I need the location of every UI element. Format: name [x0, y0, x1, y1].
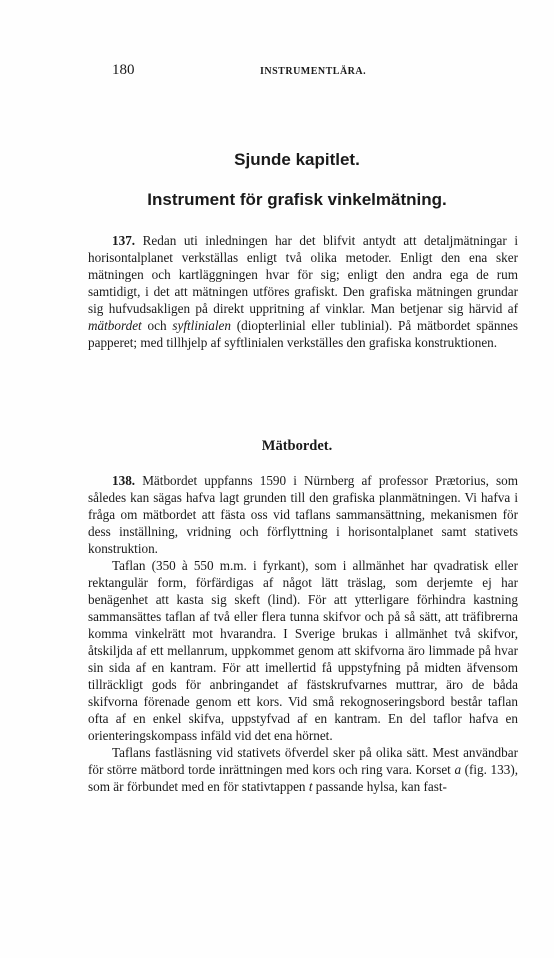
- chapter-title: Instrument för grafisk vinkelmätning.: [147, 190, 447, 209]
- term-matbordet: mätbordet: [88, 318, 142, 333]
- paragraph-text: och: [141, 318, 173, 333]
- running-head: [112, 62, 532, 84]
- chapter-label: Sjunde kapitlet.: [234, 150, 360, 169]
- page-number: 180: [112, 62, 135, 78]
- section-137-block: [88, 232, 518, 351]
- paragraph-number: 138.: [112, 473, 136, 488]
- paragraph-138: [88, 472, 518, 557]
- paragraph-text: passande hylsa, kan fast-: [312, 779, 447, 794]
- paragraph-text: Redan uti inledningen har det blifvit antydt att detaljmätningar i horisontalplanet verkställas enligt två olika metoder. Enligt den ena sker mätningen och kartläggningen hvar för sig; enligt den andra ega de rum samtidigt, i det att mätningen utföres grafiskt. Den grafiska mätningen grundar sig hufvudsakligen på direkt uppritning af vinklar. Man betjenar sig härvid af: [88, 233, 518, 316]
- term-syftlinialen: syftlinialen: [172, 318, 231, 333]
- paragraph-fastlasning: [88, 744, 518, 795]
- section-heading: Mätbordet.: [261, 438, 333, 454]
- paragraph-text: (fig. 133), som är förbundet med en för stativtappen: [88, 762, 519, 794]
- paragraph-taflan: Taflan (350 à 550 m.m. i fyrkant), som i allmänhet har qvadratisk eller rektangulär form, förfärdigas af något lätt träslag, som derjemte ej har benägenhet att kasta sig skeft (lind). För att ytterligare förhindra kastning sammansättes taflan af två eller flera tunna skifvor och på så sätt, att träfibrerna komma vinkelrätt mot hvarandra. I Sverige brukas i allmänhet två skifvor, åtskiljda af ett mellanrum, uppkommet genom att skifvorna äro limmade på hvar sin sida af en kantram. För att imellertid få uppstyfning på midten äfvensom tillräckligt gods för anbringandet af fästskrufvarnes muttrar, äro de båda skifvorna förenade genom ett kors. Vid små rekognoseringsbord består taflan ofta af en enkel skifva, uppstyfvad af en kantram. En del taflor hafva en orienteringskompass infäld vid det ena hörnet.: [88, 558, 518, 743]
- running-title: INSTRUMENTLÄRA.: [260, 66, 367, 77]
- paragraph-137: [88, 232, 518, 351]
- paragraph-text: Taflans fastläsning vid stativets öfverdel sker på olika sätt. Mest användbar för större mätbord torde inrättningen med kors och ring vara. Korset: [88, 745, 518, 777]
- paragraph-number: 137.: [112, 233, 136, 248]
- paragraph-text: Mätbordet uppfanns 1590 i Nürnberg af professor Prætorius, som således kan sägas hafva lagt grunden till den grafiska planmätningen. Vi hafva i fråga om mätbordet att fästa oss vid taflans sammansättning, mekanismen för dess inställning, vridning och förflyttning i horisontalplanet samt stativets konstruktion.: [88, 473, 518, 556]
- figure-letter-t: t: [308, 779, 313, 794]
- section-138-block: [88, 472, 518, 795]
- paragraph-text: (diopterlinial eller tublinial). På mätbordet spännes papperet; med tillhjelp af syftlinialen verkställes den grafiska konstruktionen.: [88, 318, 519, 350]
- figure-letter-a: a: [454, 762, 462, 777]
